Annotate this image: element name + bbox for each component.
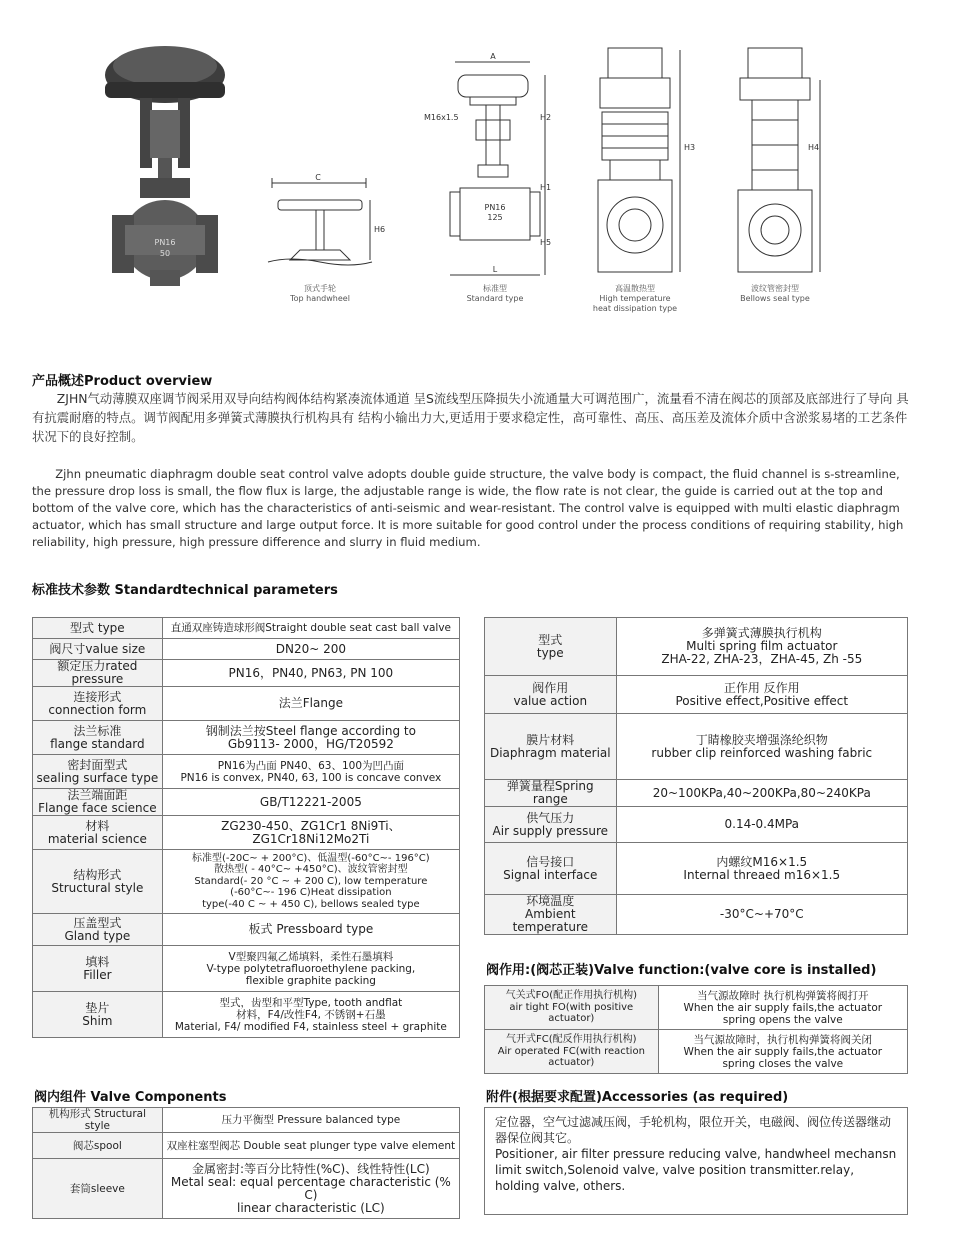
param-value bbox=[162, 1108, 459, 1133]
label-line: Ambient temperature bbox=[512, 907, 588, 934]
value-line: 压力平衡型 Pressure balanced type bbox=[221, 1114, 401, 1126]
value-line: 0.14-0.4MPa bbox=[724, 817, 800, 831]
high-temp-drawing bbox=[598, 48, 680, 272]
label-line: 膜片材料 bbox=[526, 732, 575, 747]
components-body bbox=[33, 1108, 460, 1219]
table-row bbox=[33, 1159, 460, 1219]
right-params-body bbox=[485, 618, 908, 935]
label-line: 阀作用 bbox=[532, 680, 569, 695]
table-row bbox=[33, 639, 460, 660]
label-line: 型式 bbox=[538, 632, 563, 647]
components-table bbox=[32, 1107, 460, 1219]
value-line: spring opens the valve bbox=[722, 1013, 843, 1026]
table-row bbox=[33, 1108, 460, 1133]
label-line: 信号接口 bbox=[526, 854, 575, 869]
table-row bbox=[33, 992, 460, 1038]
table-row bbox=[485, 895, 908, 935]
value-line: 丁睛橡胶夹增强涤纶织物 bbox=[695, 732, 828, 747]
table-row bbox=[33, 721, 460, 755]
param-value bbox=[162, 992, 459, 1038]
label-line: 结构形式 bbox=[73, 867, 122, 882]
value-line: 双座柱塞型阀芯 Double seat plunger type valve element bbox=[166, 1139, 456, 1152]
param-value bbox=[616, 676, 907, 714]
overview-title: 产品概述Product overview bbox=[32, 374, 213, 389]
caption-high-temp bbox=[575, 284, 695, 314]
param-label bbox=[33, 789, 163, 816]
label-line: 法兰端面距 bbox=[67, 788, 128, 802]
accessories-cn: 定位器，空气过滤减压阀，手轮机构，限位开关，电磁阀、阀位传送器继动器保位阀其它。 bbox=[495, 1115, 892, 1145]
top-handwheel-drawing bbox=[268, 178, 372, 265]
label-line: Air operated FC(with reaction actuator) bbox=[497, 1045, 645, 1069]
param-value bbox=[616, 843, 907, 895]
label-line: 垫片 bbox=[85, 1000, 110, 1015]
param-value bbox=[162, 850, 459, 914]
caption-bellows bbox=[720, 284, 830, 304]
param-value bbox=[616, 618, 907, 676]
param-label bbox=[33, 850, 163, 914]
param-value bbox=[162, 1159, 459, 1219]
param-value bbox=[658, 986, 907, 1030]
param-label bbox=[485, 895, 617, 935]
label-line: 气开式FC(配反作用执行机构) bbox=[506, 1034, 637, 1046]
table-row bbox=[33, 850, 460, 914]
table-row bbox=[33, 816, 460, 850]
function-body bbox=[485, 986, 908, 1074]
dim-h2-label: H2 bbox=[540, 113, 552, 122]
table-row bbox=[485, 1030, 908, 1074]
param-label bbox=[33, 755, 163, 789]
value-line: Multi spring film actuator bbox=[686, 639, 838, 653]
table-row bbox=[485, 618, 908, 676]
value-line: 金属密封:等百分比特性(%C)、线性特性(LC) bbox=[192, 1161, 430, 1176]
caption-cn: 顶式手轮 bbox=[304, 284, 336, 293]
label-line: Gland type bbox=[64, 928, 131, 943]
dim-h4-label: H4 bbox=[808, 143, 820, 152]
value-line: spring closes the valve bbox=[722, 1057, 844, 1070]
param-value bbox=[162, 946, 459, 992]
function-title: 阀作用:(阀芯正装)Valve function:(valve core is installed) bbox=[486, 963, 877, 978]
value-line: 内螺纹M16×1.5 bbox=[716, 854, 808, 869]
pn-label: PN16 bbox=[484, 203, 506, 212]
param-label bbox=[33, 1133, 163, 1159]
label-line: Air supply pressure bbox=[492, 823, 609, 838]
value-line: 直通双座铸造球形阀Straight double seat cast ball valve bbox=[170, 622, 452, 634]
label-line: Flange face science bbox=[38, 801, 157, 815]
value-line: flexible graphite packing bbox=[245, 974, 376, 987]
table-row bbox=[485, 807, 908, 843]
param-value bbox=[616, 714, 907, 780]
dim-a-label: A bbox=[490, 52, 496, 61]
label-line: type bbox=[536, 645, 564, 660]
label-line: 供气压力 bbox=[526, 810, 575, 825]
param-label bbox=[33, 914, 163, 946]
param-value bbox=[162, 816, 459, 850]
param-label bbox=[485, 1030, 659, 1074]
caption-en2: heat dissipation type bbox=[592, 304, 678, 313]
label-line: Diaphragm material bbox=[489, 745, 611, 760]
param-label bbox=[33, 1108, 163, 1133]
value-line: 法兰Flange bbox=[278, 696, 343, 710]
accessories-title: 附件(根据要求配置)Accessories (as required) bbox=[486, 1090, 789, 1105]
dim-h3-label: H3 bbox=[684, 143, 696, 152]
param-label bbox=[485, 807, 617, 843]
label-line: Structural style bbox=[51, 880, 144, 895]
table-row bbox=[33, 660, 460, 687]
product-drawings bbox=[0, 0, 960, 330]
valve-illustrations bbox=[0, 0, 960, 330]
value-line: 标准型(-20C~ + 200°C)、低温型(-60°C~- 196°C) bbox=[192, 852, 430, 864]
param-value bbox=[162, 721, 459, 755]
param-label bbox=[33, 660, 163, 687]
caption-cn: 标准型 bbox=[483, 284, 507, 293]
label-line: 环境温度 bbox=[526, 894, 575, 908]
label-line: 弹簧量程Spring range bbox=[506, 779, 594, 806]
param-value bbox=[162, 687, 459, 721]
value-line: 当气源故障时，执行机构弹簧将阀关闭 bbox=[693, 1033, 873, 1046]
param-label bbox=[33, 816, 163, 850]
overview-en-text: Zjhn pneumatic diaphragm double seat control valve adopts double guide structure, the valve body is compact, the fluid channel is s-streamline, the pressure drop loss is small, the flow flux is large, the adjustable range is wide, the flow rate is not clear, the guide is carried out at the top and bottom of the valve core, which has the characteristics of anti-seismic and wear-resistant. The control valve is equipped with multi elastic diaphragm actuator, which has small structure and large output force. It is more suitable for good control under the process conditions of requiring stability, high reliability, high pressure, high pressure difference and slurry in fluid medium. bbox=[32, 467, 904, 549]
param-value bbox=[162, 618, 459, 639]
param-value bbox=[162, 755, 459, 789]
dn-label: 125 bbox=[487, 213, 503, 222]
label-line: Signal interface bbox=[503, 867, 598, 882]
label-line: 阀尺寸value size bbox=[49, 641, 146, 656]
dim-h6-label: H6 bbox=[374, 225, 386, 234]
table-row bbox=[485, 714, 908, 780]
value-line: When the air supply fails,the actuator bbox=[683, 1001, 883, 1014]
right-params-table bbox=[484, 617, 908, 935]
label-line: 套筒sleeve bbox=[69, 1182, 125, 1195]
caption-top-handwheel bbox=[270, 284, 370, 304]
label-line: 连接形式 bbox=[73, 689, 122, 704]
table-row bbox=[33, 618, 460, 639]
param-label bbox=[485, 618, 617, 676]
param-value bbox=[162, 1133, 459, 1159]
dim-l-label: L bbox=[492, 265, 498, 274]
value-line: PN16 is convex, PN40, 63, 100 is concave convex bbox=[180, 771, 442, 784]
param-value bbox=[162, 639, 459, 660]
label-line: Shim bbox=[82, 1013, 113, 1028]
param-value bbox=[616, 895, 907, 935]
value-line: ZG1Cr18Ni12Mo2Ti bbox=[252, 831, 370, 846]
caption-cn: 波纹管密封型 bbox=[751, 284, 799, 293]
param-label bbox=[33, 687, 163, 721]
param-label bbox=[485, 843, 617, 895]
value-line: 散热型( - 40°C~ +450°C)、波纹管密封型 bbox=[214, 864, 408, 876]
body-pn-mark: PN16 bbox=[154, 238, 176, 247]
value-line: 板式 Pressboard type bbox=[248, 922, 374, 936]
caption-en: Bellows seal type bbox=[740, 294, 810, 303]
dim-h5-label: H5 bbox=[540, 238, 552, 247]
value-line: Metal seal: equal percentage characteristic (% C) bbox=[170, 1174, 451, 1202]
dim-h1-label: H1 bbox=[540, 183, 552, 192]
label-line: air tight FO(with positive actuator) bbox=[509, 1001, 634, 1025]
label-line: flange standard bbox=[50, 736, 145, 751]
table-row bbox=[33, 914, 460, 946]
accessories-box bbox=[484, 1107, 908, 1215]
caption-en: Standard type bbox=[466, 294, 524, 303]
param-label bbox=[33, 639, 163, 660]
label-line: connection form bbox=[48, 702, 147, 717]
table-row bbox=[33, 789, 460, 816]
value-line: 正作用 反作用 bbox=[723, 680, 800, 695]
body-dn-mark: 50 bbox=[159, 249, 171, 258]
table-row bbox=[485, 843, 908, 895]
param-label bbox=[33, 1159, 163, 1219]
value-line: V型聚四氟乙烯填料，柔性石墨填料 bbox=[228, 950, 394, 963]
control-valve-photo bbox=[105, 46, 225, 286]
table-row bbox=[485, 780, 908, 807]
label-line: 额定压力rated pressure bbox=[57, 659, 138, 686]
param-label bbox=[485, 986, 659, 1030]
value-line: ZG230-450、ZG1Cr1 8Ni9Ti、 bbox=[221, 818, 401, 833]
value-line: -30°C~+70°C bbox=[719, 907, 804, 921]
standard-type-drawing bbox=[450, 62, 545, 275]
label-line: Filler bbox=[83, 967, 112, 982]
value-line: type(-40 C ~ + 450 C), bellows sealed type bbox=[202, 898, 420, 910]
param-label bbox=[485, 714, 617, 780]
value-line: GB/T12221-2005 bbox=[259, 794, 362, 809]
param-label bbox=[33, 992, 163, 1038]
value-line: 材料，F4/改性F4, 不锈钢+石墨 bbox=[236, 1008, 386, 1021]
left-params-table bbox=[32, 617, 460, 1038]
overview-cn-text: ZJHN气动薄膜双座调节阀采用双导向结构阀体结构紧凑流体通道 呈S流线型压降损失小流通量大可调范围广，流量看不清在阀芯的顶部及底部进行了导向 具有抗震耐磨的特点。调节阀配用多弹簧式薄膜执行机构具有 结构小输出力大,更适用于要求稳定性，高可靠性、高压、高压差及流体介质中含淤浆易堵的工艺条件状况下的良好控制。 bbox=[32, 391, 909, 444]
param-value bbox=[162, 789, 459, 816]
caption-standard bbox=[445, 284, 545, 304]
param-label bbox=[33, 721, 163, 755]
value-line: rubber clip reinforced washing fabric bbox=[651, 745, 873, 760]
components-title: 阀内组件 Valve Components bbox=[34, 1090, 227, 1105]
value-line: 钢制法兰按Steel flange according to bbox=[205, 723, 416, 738]
label-line: 阀芯spool bbox=[72, 1139, 122, 1152]
value-line: 多弹簧式薄膜执行机构 bbox=[701, 626, 822, 640]
value-line: PN16，PN40, PN63, PN 100 bbox=[228, 665, 394, 680]
dim-c-label: C bbox=[315, 173, 321, 182]
table-row bbox=[33, 1133, 460, 1159]
label-line: 密封面型式 bbox=[67, 757, 128, 772]
value-line: When the air supply fails,the actuator bbox=[683, 1045, 883, 1058]
label-line: 机构形式 Structural style bbox=[48, 1108, 147, 1132]
left-params-body bbox=[33, 618, 460, 1038]
value-line: 型式，齿型和平型Type, tooth andflat bbox=[219, 996, 403, 1009]
label-line: material science bbox=[47, 831, 147, 846]
value-line: PN16为凸面 PN40、63、100为凹凸面 bbox=[217, 759, 405, 772]
table-row bbox=[485, 986, 908, 1030]
value-line: Gb9113- 2000，HG/T20592 bbox=[227, 736, 394, 751]
param-value bbox=[616, 807, 907, 843]
value-line: ZHA-22, ZHA-23，ZHA-45, Zh -55 bbox=[661, 652, 863, 666]
value-line: 20~100KPa,40~200KPa,80~240KPa bbox=[652, 785, 871, 800]
value-line: Positive effect,Positive effect bbox=[675, 693, 849, 708]
value-line: V-type polytetrafluoroethylene packing, bbox=[206, 962, 416, 975]
label-line: value action bbox=[513, 693, 588, 708]
param-value bbox=[162, 660, 459, 687]
thread-label: M16x1.5 bbox=[424, 113, 459, 122]
label-line: 法兰标准 bbox=[73, 723, 122, 738]
table-row bbox=[485, 676, 908, 714]
caption-cn: 高温散热型 bbox=[615, 284, 655, 293]
value-line: Internal threaed m16×1.5 bbox=[683, 867, 841, 882]
label-line: 填料 bbox=[85, 954, 110, 969]
caption-en: High temperature bbox=[599, 294, 671, 303]
accessories-en: Positioner, air filter pressure reducing valve, handwheel mechansn limit switch,Solenoid valve, valve position transmitter.relay, holding valve, others. bbox=[495, 1147, 897, 1193]
param-value bbox=[658, 1030, 907, 1074]
param-value bbox=[616, 780, 907, 807]
param-label bbox=[33, 618, 163, 639]
bellows-drawing bbox=[738, 48, 820, 272]
params-title: 标准技术参数 Standardtechnical parameters bbox=[32, 583, 338, 598]
table-row bbox=[33, 687, 460, 721]
value-line: 当气源故障时 执行机构弹簧将阀打开 bbox=[697, 989, 869, 1002]
function-table bbox=[484, 985, 908, 1074]
label-line: 压盖型式 bbox=[73, 915, 122, 930]
table-row bbox=[33, 946, 460, 992]
value-line: linear characteristic (LC) bbox=[237, 1200, 385, 1215]
param-label bbox=[485, 676, 617, 714]
value-line: Material, F4/ modified F4, stainless steel + graphite bbox=[174, 1020, 447, 1033]
table-row bbox=[33, 755, 460, 789]
caption-en: Top handwheel bbox=[290, 294, 350, 303]
label-line: 气关式FO(配正作用执行机构) bbox=[505, 990, 638, 1002]
value-line: Standard(- 20 °C ~ + 200 C), low temperature bbox=[194, 875, 428, 887]
param-label bbox=[485, 780, 617, 807]
label-line: 型式 type bbox=[70, 620, 125, 635]
param-label bbox=[33, 946, 163, 992]
label-line: 材料 bbox=[85, 818, 110, 833]
value-line: DN20~ 200 bbox=[275, 641, 346, 656]
param-value bbox=[162, 914, 459, 946]
label-line: sealing surface type bbox=[36, 770, 159, 785]
value-line: (-60°C~- 196 C)Heat dissipation bbox=[230, 887, 392, 899]
